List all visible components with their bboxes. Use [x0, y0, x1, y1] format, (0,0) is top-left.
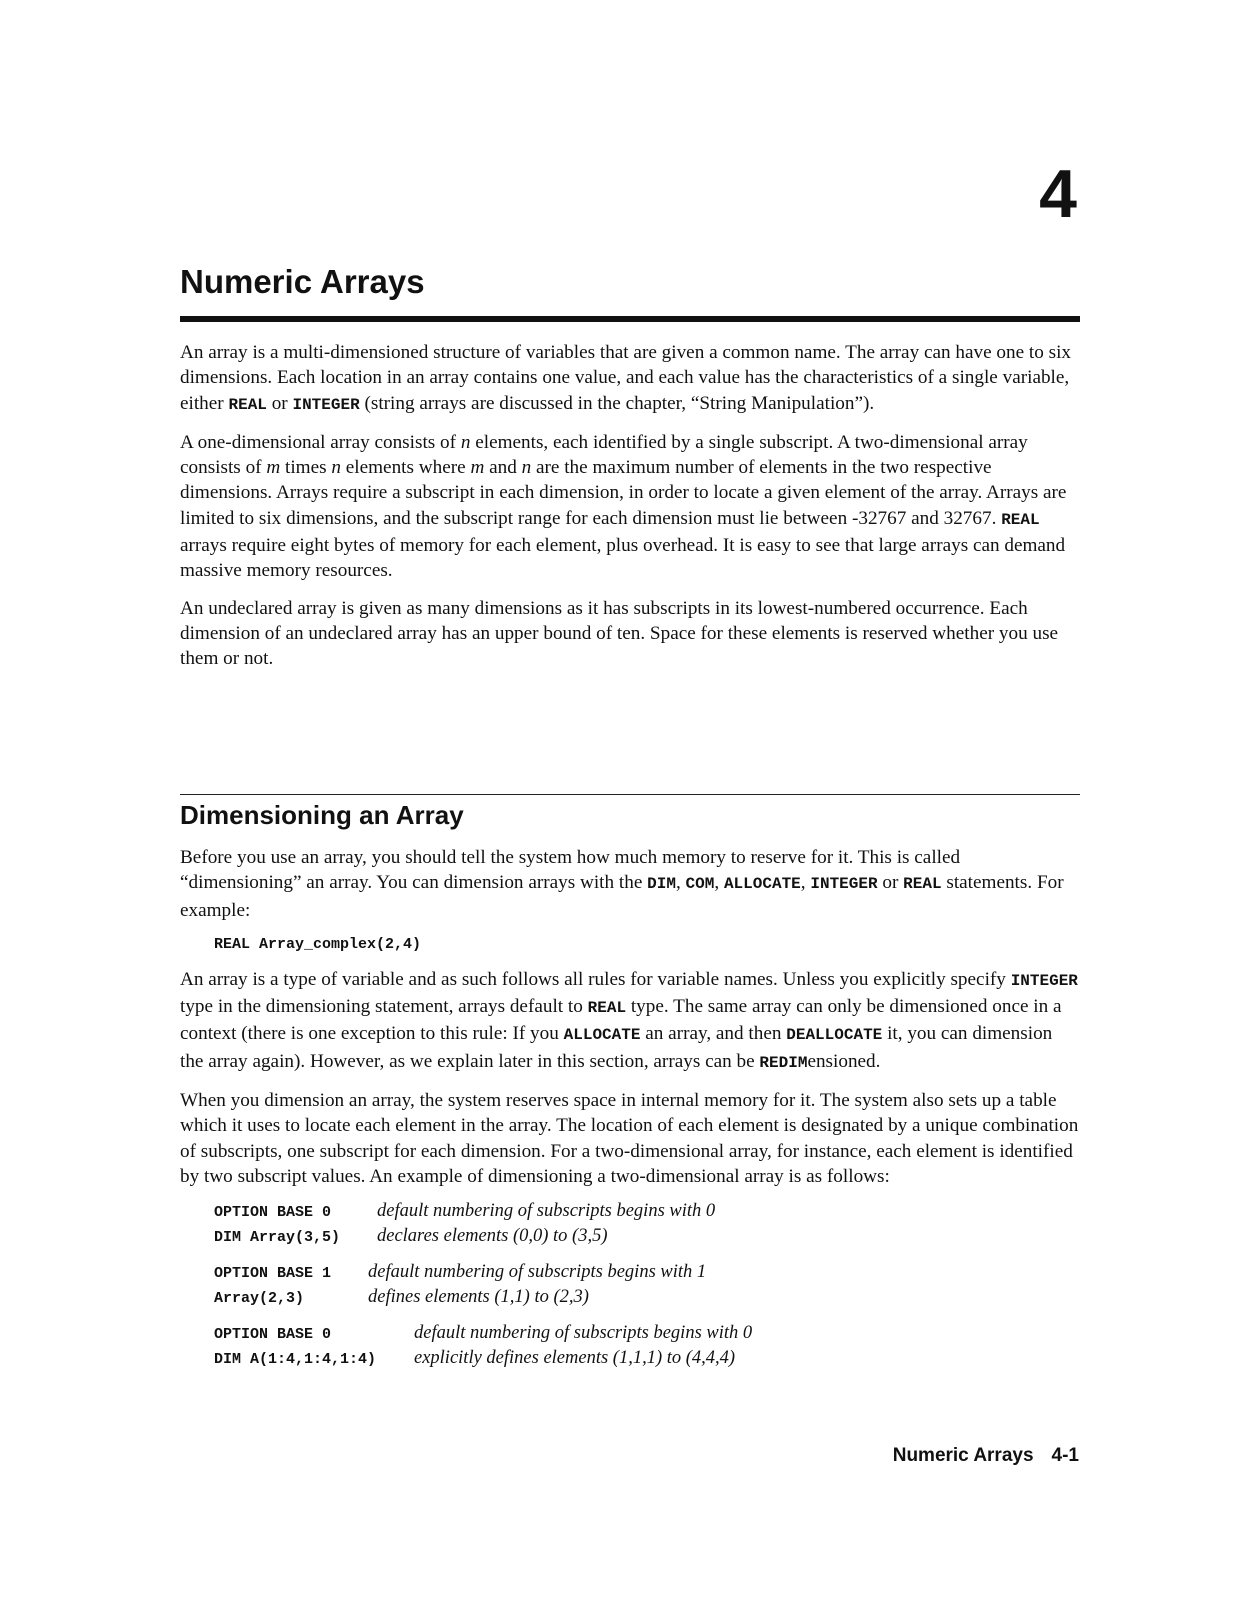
- example-code: OPTION BASE 0: [214, 1326, 332, 1344]
- section-title: Dimensioning an Array: [180, 800, 464, 830]
- example-code: DIM Array(3,5): [214, 1229, 341, 1247]
- intro-paragraph-1: An array is a multi-dimensioned structure of variables that are given a common name. The array can have one to six dimensions. Each location in an array contains one value, and each value has the characteristics of a single variable, either REAL or INTEGER (string arrays are discussed in the chapter, “String Manipulation”).: [180, 342, 1072, 414]
- example-comment: explicitly defines elements (1,1,1) to (4,4,4): [414, 1348, 736, 1369]
- example-comment: declares elements (0,0) to (3,5): [377, 1226, 608, 1247]
- example-code: OPTION BASE 1: [214, 1265, 332, 1283]
- example-row: [214, 1348, 1080, 1373]
- chapter-title-rule: [180, 316, 1080, 322]
- example-row: [214, 1201, 1080, 1226]
- example-row: [214, 1226, 1080, 1251]
- section-rule: [180, 794, 1080, 795]
- example-code: Array(2,3): [214, 1290, 305, 1308]
- section-paragraph-1: Before you use an array, you should tell the system how much memory to reserve for it. This is called “dimensioning” an array. You can dimension arrays with the DIM, COM, ALLOCATE, INTEGER or REAL statements. For example:: [180, 847, 1064, 921]
- intro-paragraph-3: An undeclared array is given as many dimensions as it has subscripts in its lowest-numbered occurrence. Each dimension of an undeclared array has an upper bound of ten. Space for these elements is reserved whether you use them or not.: [180, 597, 1059, 670]
- footer-title: Numeric Arrays: [892, 1445, 1034, 1466]
- example-code: OPTION BASE 0: [214, 1204, 332, 1222]
- example-code: DIM A(1:4,1:4,1:4): [214, 1351, 377, 1369]
- example-comment: default numbering of subscripts begins with 0: [377, 1201, 716, 1222]
- chapter-title: Numeric Arrays: [180, 263, 425, 300]
- page-number: 4-1: [1051, 1445, 1079, 1466]
- example-comment: default numbering of subscripts begins with 0: [414, 1323, 753, 1344]
- section-paragraph-3: When you dimension an array, the system reserves space in internal memory for it. The system also sets up a table which it uses to locate each element in the array. The location of each element is designated by a unique combination of subscripts, one subscript for each dimension. For a two-dimensional array, for instance, each element is identified by two subscript values. An example of dimensioning a two-dimensional array is as follows:: [180, 1090, 1079, 1187]
- example-row: [214, 1287, 1080, 1312]
- example-group-1: [214, 1201, 1080, 1251]
- chapter-number: 4: [1039, 156, 1077, 232]
- example-group-3: [214, 1323, 1080, 1373]
- example-row: [214, 1323, 1080, 1348]
- intro-text: [180, 340, 1080, 684]
- code-example: REAL Array_complex(2,4): [214, 935, 422, 953]
- section-paragraph-2: An array is a type of variable and as such follows all rules for variable names. Unless you explicitly specify INTEGER type in the dimensioning statement, arrays default to REAL type. The same array can only be dimensioned once in a context (there is one exception to this rule: If you ALLOCATE an array, and then DEALLOCATE it, you can dimension the array again). However, as we explain later in this section, arrays can be REDIMensioned.: [180, 968, 1078, 1072]
- section-body: [180, 845, 1080, 1384]
- intro-paragraph-2: A one-dimensional array consists of n elements, each identified by a single subscript. A two-dimensional array consists of m times n elements where m and n are the maximum number of elements in the two respective dimensions. Arrays require a subscript in each dimension, in order to locate a given element of the array. Arrays are limited to six dimensions, and the subscript range for each dimension must lie between -32767 and 32767. REAL arrays require eight bytes of memory for each element, plus overhead. It is easy to see that large arrays can demand massive memory resources.: [180, 431, 1067, 582]
- page-footer: [893, 1445, 1079, 1467]
- example-comment: default numbering of subscripts begins with 1: [368, 1262, 707, 1283]
- example-group-2: [214, 1262, 1080, 1312]
- example-comment: defines elements (1,1) to (2,3): [368, 1287, 589, 1308]
- example-row: [214, 1262, 1080, 1287]
